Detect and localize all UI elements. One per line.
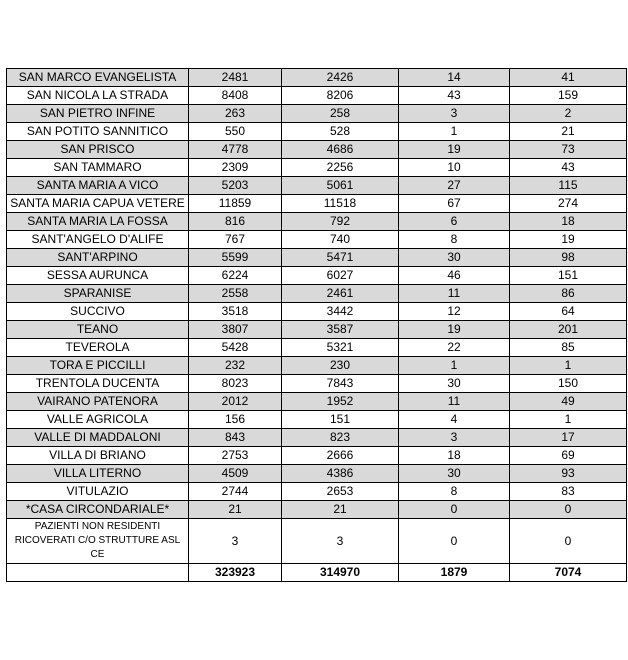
- value-cell-2: 7843: [282, 375, 399, 393]
- table-row: [7, 393, 627, 411]
- municipality-cell: *CASA CIRCONDARIALE*: [7, 501, 189, 519]
- municipality-cell: VITULAZIO: [7, 483, 189, 501]
- municipality-cell: TEVEROLA: [7, 339, 189, 357]
- value-cell-2: 2461: [282, 285, 399, 303]
- value-cell-4: 83: [510, 483, 627, 501]
- value-cell-1: 3: [189, 519, 282, 564]
- value-cell-4: 73: [510, 141, 627, 159]
- value-cell-2: 3587: [282, 321, 399, 339]
- value-cell-2: 2666: [282, 447, 399, 465]
- value-cell-3: 3: [399, 429, 510, 447]
- value-cell-4: 64: [510, 303, 627, 321]
- table-row: [7, 249, 627, 267]
- municipality-cell: VAIRANO PATENORA: [7, 393, 189, 411]
- value-cell-1: 2012: [189, 393, 282, 411]
- value-cell-2: 4386: [282, 465, 399, 483]
- value-cell-3: 12: [399, 303, 510, 321]
- municipality-cell: SANTA MARIA LA FOSSA: [7, 213, 189, 231]
- value-cell-2: 6027: [282, 267, 399, 285]
- value-cell-4: 17: [510, 429, 627, 447]
- table-row: [7, 87, 627, 105]
- value-cell-3: 10: [399, 159, 510, 177]
- value-cell-4: 1: [510, 357, 627, 375]
- value-cell-2: 258: [282, 105, 399, 123]
- table-row: [7, 357, 627, 375]
- value-cell-3: 22: [399, 339, 510, 357]
- municipality-cell: SANTA MARIA CAPUA VETERE: [7, 195, 189, 213]
- value-cell-1: 2744: [189, 483, 282, 501]
- value-cell-3: 3: [399, 105, 510, 123]
- value-cell-3: 1: [399, 357, 510, 375]
- municipality-cell: PAZIENTI NON RESIDENTI RICOVERATI C/O STRUTTURE ASL CE: [7, 519, 189, 564]
- value-cell-4: 49: [510, 393, 627, 411]
- value-cell-4: 18: [510, 213, 627, 231]
- value-cell-4: 201: [510, 321, 627, 339]
- value-cell-2: 2256: [282, 159, 399, 177]
- value-cell-1: 11859: [189, 195, 282, 213]
- value-cell-4: 0: [510, 501, 627, 519]
- municipality-cell: SUCCIVO: [7, 303, 189, 321]
- table-row: [7, 303, 627, 321]
- municipality-cell: VALLE DI MADDALONI: [7, 429, 189, 447]
- value-cell-3: 67: [399, 195, 510, 213]
- value-cell-4: 85: [510, 339, 627, 357]
- value-cell-1: 767: [189, 231, 282, 249]
- table-row: [7, 285, 627, 303]
- value-cell-2: 11518: [282, 195, 399, 213]
- municipality-cell: VALLE AGRICOLA: [7, 411, 189, 429]
- value-cell-1: 232: [189, 357, 282, 375]
- value-cell-1: 8023: [189, 375, 282, 393]
- municipality-cell: VILLA DI BRIANO: [7, 447, 189, 465]
- value-cell-3: 19: [399, 321, 510, 339]
- value-cell-3: 6: [399, 213, 510, 231]
- value-cell-4: 86: [510, 285, 627, 303]
- value-cell-2: 3442: [282, 303, 399, 321]
- value-cell-4: 2: [510, 105, 627, 123]
- value-cell-3: 4: [399, 411, 510, 429]
- value-cell-2: 314970: [282, 564, 399, 582]
- value-cell-1: 323923: [189, 564, 282, 582]
- table-row: [7, 105, 627, 123]
- municipality-cell: SPARANISE: [7, 285, 189, 303]
- value-cell-2: 230: [282, 357, 399, 375]
- value-cell-3: 8: [399, 231, 510, 249]
- value-cell-4: 41: [510, 69, 627, 87]
- value-cell-1: 2481: [189, 69, 282, 87]
- value-cell-3: 46: [399, 267, 510, 285]
- table-row: [7, 501, 627, 519]
- value-cell-3: 1879: [399, 564, 510, 582]
- value-cell-2: 5061: [282, 177, 399, 195]
- municipality-cell: SAN PIETRO INFINE: [7, 105, 189, 123]
- table-row: [7, 69, 627, 87]
- value-cell-1: 5203: [189, 177, 282, 195]
- value-cell-3: 8: [399, 483, 510, 501]
- value-cell-3: 43: [399, 87, 510, 105]
- value-cell-1: 8408: [189, 87, 282, 105]
- table-row: [7, 177, 627, 195]
- table-row: [7, 141, 627, 159]
- value-cell-1: 5428: [189, 339, 282, 357]
- value-cell-4: 7074: [510, 564, 627, 582]
- value-cell-3: 30: [399, 249, 510, 267]
- value-cell-3: 18: [399, 447, 510, 465]
- value-cell-3: 30: [399, 465, 510, 483]
- value-cell-1: 6224: [189, 267, 282, 285]
- table-row: [7, 123, 627, 141]
- value-cell-2: 5471: [282, 249, 399, 267]
- value-cell-1: 4778: [189, 141, 282, 159]
- value-cell-4: 93: [510, 465, 627, 483]
- municipality-cell: TEANO: [7, 321, 189, 339]
- value-cell-3: 0: [399, 519, 510, 564]
- table-row: [7, 231, 627, 249]
- non-resident-row: [7, 519, 627, 564]
- value-cell-2: 528: [282, 123, 399, 141]
- value-cell-4: 1: [510, 411, 627, 429]
- value-cell-4: 151: [510, 267, 627, 285]
- table-row: [7, 411, 627, 429]
- value-cell-4: 43: [510, 159, 627, 177]
- value-cell-4: 274: [510, 195, 627, 213]
- municipality-cell: SAN PRISCO: [7, 141, 189, 159]
- value-cell-3: 11: [399, 393, 510, 411]
- value-cell-3: 11: [399, 285, 510, 303]
- totals-row: [7, 564, 627, 582]
- table-row: [7, 321, 627, 339]
- table-row: [7, 267, 627, 285]
- value-cell-1: 4509: [189, 465, 282, 483]
- value-cell-4: 150: [510, 375, 627, 393]
- municipality-cell: SANT'ANGELO D'ALIFE: [7, 231, 189, 249]
- table-row: [7, 195, 627, 213]
- value-cell-1: 2753: [189, 447, 282, 465]
- value-cell-1: 156: [189, 411, 282, 429]
- value-cell-2: 151: [282, 411, 399, 429]
- value-cell-1: 550: [189, 123, 282, 141]
- value-cell-1: 2558: [189, 285, 282, 303]
- value-cell-1: 263: [189, 105, 282, 123]
- table-row: [7, 213, 627, 231]
- value-cell-2: 792: [282, 213, 399, 231]
- municipality-cell: VILLA LITERNO: [7, 465, 189, 483]
- value-cell-1: 843: [189, 429, 282, 447]
- municipality-cell: SESSA AURUNCA: [7, 267, 189, 285]
- municipality-cell: SAN TAMMARO: [7, 159, 189, 177]
- value-cell-3: 14: [399, 69, 510, 87]
- table-row: [7, 447, 627, 465]
- value-cell-1: 3518: [189, 303, 282, 321]
- municipality-cell: [7, 564, 189, 582]
- value-cell-4: 159: [510, 87, 627, 105]
- table-row: [7, 465, 627, 483]
- value-cell-4: 98: [510, 249, 627, 267]
- municipality-cell: TRENTOLA DUCENTA: [7, 375, 189, 393]
- value-cell-2: 8206: [282, 87, 399, 105]
- value-cell-1: 21: [189, 501, 282, 519]
- value-cell-2: 21: [282, 501, 399, 519]
- value-cell-2: 3: [282, 519, 399, 564]
- value-cell-3: 0: [399, 501, 510, 519]
- value-cell-1: 5599: [189, 249, 282, 267]
- value-cell-4: 69: [510, 447, 627, 465]
- value-cell-2: 2426: [282, 69, 399, 87]
- value-cell-1: 816: [189, 213, 282, 231]
- value-cell-4: 0: [510, 519, 627, 564]
- municipality-cell: SAN MARCO EVANGELISTA: [7, 69, 189, 87]
- municipality-cell: TORA E PICCILLI: [7, 357, 189, 375]
- value-cell-3: 30: [399, 375, 510, 393]
- table-row: [7, 339, 627, 357]
- value-cell-3: 1: [399, 123, 510, 141]
- table-row: [7, 429, 627, 447]
- value-cell-2: 5321: [282, 339, 399, 357]
- municipality-cell: SAN POTITO SANNITICO: [7, 123, 189, 141]
- value-cell-1: 3807: [189, 321, 282, 339]
- value-cell-4: 19: [510, 231, 627, 249]
- value-cell-2: 1952: [282, 393, 399, 411]
- value-cell-4: 21: [510, 123, 627, 141]
- municipality-cell: SAN NICOLA LA STRADA: [7, 87, 189, 105]
- value-cell-4: 115: [510, 177, 627, 195]
- value-cell-2: 2653: [282, 483, 399, 501]
- value-cell-2: 740: [282, 231, 399, 249]
- table-row: [7, 483, 627, 501]
- table-body: [7, 69, 627, 582]
- data-table: [6, 68, 627, 582]
- municipality-cell: SANT'ARPINO: [7, 249, 189, 267]
- value-cell-2: 823: [282, 429, 399, 447]
- value-cell-2: 4686: [282, 141, 399, 159]
- municipality-cell: SANTA MARIA A VICO: [7, 177, 189, 195]
- table-row: [7, 375, 627, 393]
- value-cell-1: 2309: [189, 159, 282, 177]
- value-cell-3: 19: [399, 141, 510, 159]
- value-cell-3: 27: [399, 177, 510, 195]
- table-row: [7, 159, 627, 177]
